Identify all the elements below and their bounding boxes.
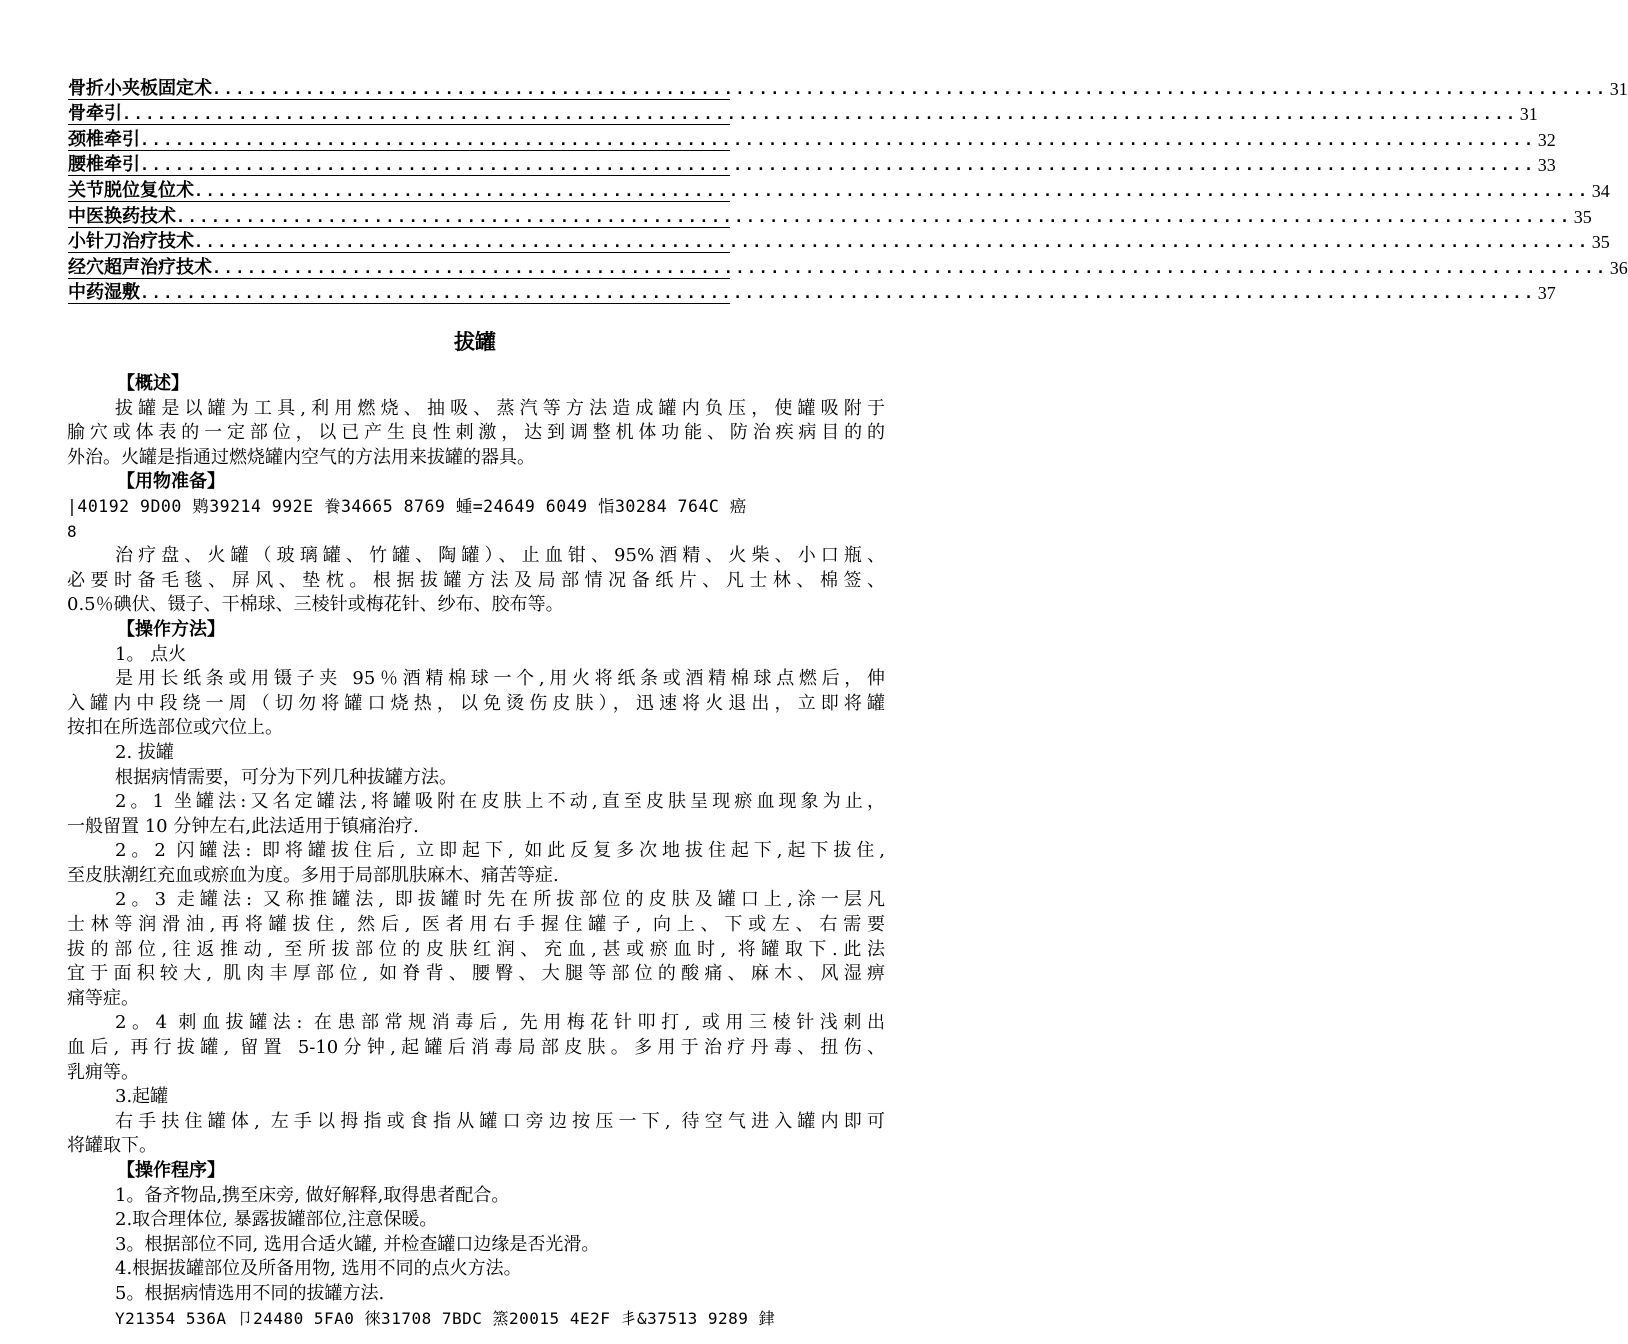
garbled-text-line: |40192 9D00 䴗39214 992E 飬34665 8769 蝩=24649 6049 恉30284 764C 癌	[67, 496, 747, 516]
toc-entry-page: 32	[1537, 129, 1556, 150]
paragraph-line: 将罐取下。	[67, 1135, 157, 1157]
toc-entry-title: 关节脱位复位术	[68, 179, 194, 201]
paragraph-line: 至皮肤潮红充血或瘀血为度。多用于局部肌肤麻木、痛苦等症.	[67, 864, 559, 886]
section-heading-procedure: 【操作程序】	[117, 1160, 225, 1181]
toc-entry-page: 36	[1609, 257, 1628, 278]
procedure-step: 4.根据拔罐部位及所备用物, 选用不同的点火方法。	[115, 1258, 522, 1280]
toc-entry-page: 31	[1609, 78, 1628, 99]
paragraph-line: 乳痈等。	[67, 1061, 139, 1083]
toc-leader-dots: ........................................................................................................................	[212, 79, 1608, 98]
paragraph-line: 腧穴或体表的一定部位，以已产生良性刺激，达到调整机体功能、防治疾病目的的	[67, 422, 885, 444]
toc-leader-dots: ........................................................................................................................	[194, 233, 1590, 252]
section-heading-prep: 【用物准备】	[117, 471, 225, 493]
paragraph-line: 是用长纸条或用镊子夹 95％酒精棉球一个,用火将纸条或酒精棉球点燃后，伸	[115, 668, 885, 690]
toc-entry[interactable]	[68, 74, 1628, 100]
method-lines	[67, 643, 885, 1159]
section-heading-method: 【操作方法】	[117, 618, 225, 640]
toc-entry[interactable]	[68, 279, 1556, 305]
toc-entry-page: 31	[1519, 104, 1538, 125]
toc-entry[interactable]	[68, 202, 1592, 228]
procedure-step: 3。根据部位不同, 选用合适火罐, 并检查罐口边缘是否光滑。	[115, 1233, 600, 1255]
paragraph-line: 按扣在所选部位或穴位上。	[67, 717, 283, 739]
toc-entry[interactable]	[68, 176, 1610, 202]
garbled-text-line: Y21354 536A 卩24480 5FA0 徠31708 7BDC 篜20015 4E2F 丯&37513 9289 銉	[115, 1308, 776, 1328]
toc-entry-title: 骨折小夹板固定术	[68, 77, 212, 99]
paragraph-line: 2. 拔罐	[115, 741, 174, 763]
toc-leader-dots: ........................................................................................................................	[140, 130, 1536, 149]
procedure-step: 2.取合理体位, 暴露拔罐部位,注意保暖。	[115, 1209, 438, 1231]
paragraph-line: 3.起罐	[115, 1086, 169, 1108]
toc-entry-title: 颈椎牵引	[68, 128, 140, 150]
toc-entry-page: 33	[1537, 155, 1556, 176]
procedure-step: 5。根据病情选用不同的拔罐方法.	[115, 1282, 385, 1304]
paragraph-line: 入罐内中段绕一周（切勿将罐口烧热，以免烫伤皮肤），迅速将火退出，立即将罐	[67, 692, 885, 714]
toc-entry[interactable]	[68, 228, 1610, 254]
paragraph-line: 必要时备毛毯、屏风、垫枕。根据拔罐方法及局部情况备纸片、凡士林、棉签、	[67, 569, 885, 591]
toc-leader-dots: ........................................................................................................................	[140, 284, 1536, 303]
paragraph-line: 拔的部位,往返推动, 至所拔部位的皮肤红润、充血,甚或瘀血时, 将罐取下.此法	[67, 938, 885, 960]
paragraph-line: 血后, 再行拔罐, 留置 5-10分钟,起罐后消毒局部皮肤。多用于治疗丹毒、扭伤、	[67, 1037, 885, 1059]
toc-entry[interactable]	[68, 125, 1556, 151]
toc-entry[interactable]	[68, 100, 1538, 126]
paragraph-line: 0.5％碘伏、镊子、干棉球、三棱针或梅花针、纱布、胶布等。	[67, 594, 564, 616]
paragraph-line: 士林等润滑油,再将罐拔住, 然后, 医者用右手握住罐子, 向上、下或左、右需要	[67, 914, 885, 936]
toc-entry-title: 腰椎牵引	[68, 154, 140, 176]
table-of-contents	[68, 74, 1628, 304]
paragraph-line: 2。4 刺血拔罐法: 在患部常规消毒后, 先用梅花针叩打, 或用三棱针浅刺出	[115, 1012, 885, 1034]
paragraph-line: 一般留置 10 分钟左右,此法适用于镇痛治疗.	[67, 815, 419, 837]
toc-entry-title: 小针刀治疗技术	[68, 231, 194, 253]
paragraph-line: 2。2 闪罐法: 即将罐拔住后, 立即起下, 如此反复多次地拔住起下,起下拔住,	[115, 840, 885, 862]
paragraph-line: 右手扶住罐体, 左手以拇指或食指从罐口旁边按压一下, 待空气进入罐内即可	[115, 1110, 885, 1132]
toc-leader-dots: ........................................................................................................................	[212, 258, 1608, 277]
toc-leader-dots: ........................................................................................................................	[122, 105, 1518, 124]
section-heading-overview: 【概述】	[117, 373, 189, 394]
paragraph-line: 1。 点火	[115, 643, 187, 665]
toc-entry-page: 35	[1591, 232, 1610, 253]
paragraph-line: 外治。火罐是指通过燃烧罐内空气的方法用来拔罐的器具。	[67, 446, 535, 468]
paragraph-line: 治疗盘、火罐（玻璃罐、竹罐、陶罐）、止血钳、95%酒精、火柴、小口瓶、	[115, 545, 885, 567]
paragraph-line: 拔罐是以罐为工具,利用燃烧、抽吸、蒸汽等方法造成罐内负压，使罐吸附于	[115, 397, 885, 419]
toc-leader-dots: ........................................................................................................................	[176, 207, 1572, 226]
toc-entry-title: 经穴超声治疗技术	[68, 256, 212, 278]
toc-entry-title: 中药湿敷	[68, 282, 140, 304]
paragraph-line: 根据病情需要，可分为下列几种拔罐方法。	[115, 766, 457, 788]
toc-leader-dots: ........................................................................................................................	[194, 181, 1590, 200]
toc-leader-dots: ........................................................................................................................	[140, 156, 1536, 175]
document-body	[67, 372, 885, 1331]
paragraph-line: 2。3 走罐法: 又称推罐法, 即拔罐时先在所拔部位的皮肤及罐口上,涂一层凡	[115, 889, 885, 911]
toc-entry-page: 35	[1573, 206, 1592, 227]
procedure-step: 1。备齐物品,携至床旁, 做好解释,取得患者配合。	[115, 1184, 510, 1206]
toc-entry-title: 骨牵引	[68, 103, 122, 125]
toc-entry[interactable]	[68, 151, 1556, 177]
toc-entry-page: 34	[1591, 180, 1610, 201]
garbled-text-line: 8	[67, 521, 78, 541]
toc-entry[interactable]	[68, 253, 1628, 279]
page-title: 拔罐	[454, 329, 496, 354]
toc-entry-title: 中医换药技术	[68, 205, 176, 227]
paragraph-line: 宜于面积较大, 肌肉丰厚部位, 如脊背、腰臀、大腿等部位的酸痛、麻木、风湿痹	[67, 963, 885, 985]
toc-entry-page: 37	[1537, 283, 1556, 304]
paragraph-line: 痛等症。	[67, 987, 139, 1009]
paragraph-line: 2。1 坐罐法:又名定罐法,将罐吸附在皮肤上不动,直至皮肤呈现瘀血现象为止，	[115, 791, 885, 813]
